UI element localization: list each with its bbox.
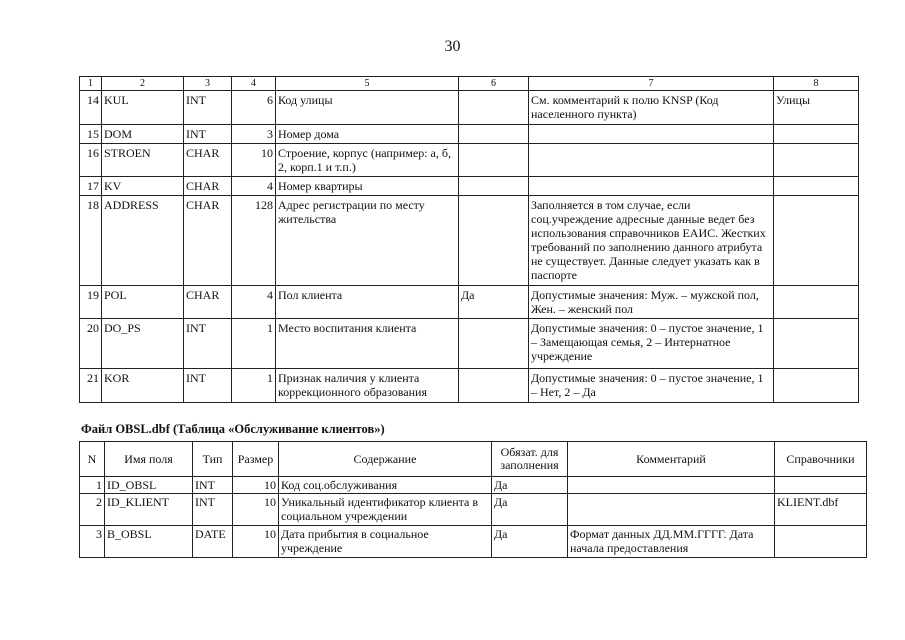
column-header: Комментарий: [568, 442, 775, 477]
field-type: CHAR: [184, 177, 232, 196]
table-row: [80, 526, 867, 558]
table-row: [80, 91, 859, 125]
field-content: Строение, корпус (например: а, б, 2, корп.1 и т.п.): [276, 144, 459, 177]
field-required: [459, 369, 529, 403]
column-header: Содержание: [279, 442, 492, 477]
section-title: Файл OBSL.dbf (Таблица «Обслуживание клиентов»): [81, 422, 385, 436]
field-name: DO_PS: [102, 319, 184, 369]
field-size: 4: [232, 286, 276, 319]
field-size: 1: [232, 319, 276, 369]
table-row: [80, 477, 867, 494]
table-row: [80, 196, 859, 286]
field-reference: [774, 196, 859, 286]
field-content: Номер дома: [276, 125, 459, 144]
field-reference: KLIENT.dbf: [775, 494, 867, 526]
field-type: DATE: [193, 526, 233, 558]
column-header: Размер: [233, 442, 279, 477]
field-content: Номер квартиры: [276, 177, 459, 196]
field-name: KUL: [102, 91, 184, 125]
column-number: 1: [80, 77, 102, 91]
field-comment: [529, 125, 774, 144]
column-header: N: [80, 442, 105, 477]
field-required: [459, 125, 529, 144]
field-name: POL: [102, 286, 184, 319]
field-reference: [774, 319, 859, 369]
field-type: CHAR: [184, 144, 232, 177]
field-content: Адрес регистрации по месту жительства: [276, 196, 459, 286]
field-reference: [775, 477, 867, 494]
field-size: 10: [233, 494, 279, 526]
field-size: 4: [232, 177, 276, 196]
column-number: 3: [184, 77, 232, 91]
column-header: Обязат. для заполнения: [492, 442, 568, 477]
row-number: 14: [80, 91, 102, 125]
row-number: 19: [80, 286, 102, 319]
field-size: 1: [232, 369, 276, 403]
obsl-table: [79, 441, 867, 558]
field-name: DOM: [102, 125, 184, 144]
column-number: 6: [459, 77, 529, 91]
field-type: INT: [184, 91, 232, 125]
field-reference: [774, 144, 859, 177]
field-comment: См. комментарий к полю KNSP (Код населенного пункта): [529, 91, 774, 125]
page-number: 30: [444, 38, 461, 55]
row-number: 18: [80, 196, 102, 286]
field-name: ID_OBSL: [105, 477, 193, 494]
table-row: [80, 177, 859, 196]
field-type: INT: [193, 494, 233, 526]
field-type: INT: [193, 477, 233, 494]
field-required: Да: [459, 286, 529, 319]
field-type: CHAR: [184, 196, 232, 286]
field-comment: Допустимые значения: 0 – пустое значение, 1 – Нет, 2 – Да: [529, 369, 774, 403]
field-size: 10: [233, 526, 279, 558]
field-required: [459, 319, 529, 369]
field-content: Признак наличия у клиента коррекционного образования: [276, 369, 459, 403]
table-row: [80, 494, 867, 526]
field-required: Да: [492, 494, 568, 526]
column-number: 2: [102, 77, 184, 91]
field-comment: Допустимые значения: 0 – пустое значение, 1 – Замещающая семья, 2 – Интернатное учреждение: [529, 319, 774, 369]
column-header: Справочники: [775, 442, 867, 477]
field-comment: [529, 177, 774, 196]
row-number: 1: [80, 477, 105, 494]
field-content: Код улицы: [276, 91, 459, 125]
column-number: 5: [276, 77, 459, 91]
table-row: [80, 319, 859, 369]
field-size: 10: [233, 477, 279, 494]
field-type: INT: [184, 369, 232, 403]
field-reference: [774, 177, 859, 196]
field-comment: [568, 477, 775, 494]
row-number: 3: [80, 526, 105, 558]
field-content: Код соц.обслуживания: [279, 477, 492, 494]
field-reference: [774, 125, 859, 144]
field-name: KOR: [102, 369, 184, 403]
row-number: 16: [80, 144, 102, 177]
field-size: 128: [232, 196, 276, 286]
row-number: 21: [80, 369, 102, 403]
column-number: 7: [529, 77, 774, 91]
table-row: [80, 125, 859, 144]
table-row: [80, 369, 859, 403]
header-row: [80, 442, 867, 477]
field-size: 10: [232, 144, 276, 177]
field-required: [459, 177, 529, 196]
fields-table-continued: [79, 76, 859, 403]
field-name: STROEN: [102, 144, 184, 177]
row-number: 15: [80, 125, 102, 144]
column-number-row: [80, 77, 859, 91]
field-size: 3: [232, 125, 276, 144]
row-number: 2: [80, 494, 105, 526]
field-required: [459, 144, 529, 177]
field-name: KV: [102, 177, 184, 196]
field-type: CHAR: [184, 286, 232, 319]
table-row: [80, 286, 859, 319]
field-content: Место воспитания клиента: [276, 319, 459, 369]
column-header: Тип: [193, 442, 233, 477]
field-name: B_OBSL: [105, 526, 193, 558]
row-number: 20: [80, 319, 102, 369]
field-content: Уникальный идентификатор клиента в социальном учреждении: [279, 494, 492, 526]
column-number: 8: [774, 77, 859, 91]
field-reference: Улицы: [774, 91, 859, 125]
field-required: Да: [492, 526, 568, 558]
field-type: INT: [184, 319, 232, 369]
field-name: ID_KLIENT: [105, 494, 193, 526]
field-comment: Допустимые значения: Муж. – мужской пол, Жен. – женский пол: [529, 286, 774, 319]
field-required: Да: [492, 477, 568, 494]
table-row: [80, 144, 859, 177]
row-number: 17: [80, 177, 102, 196]
field-reference: [775, 526, 867, 558]
field-content: Дата прибытия в социальное учреждение: [279, 526, 492, 558]
field-required: [459, 91, 529, 125]
column-number: 4: [232, 77, 276, 91]
field-content: Пол клиента: [276, 286, 459, 319]
field-required: [459, 196, 529, 286]
field-comment: [529, 144, 774, 177]
field-comment: Заполняется в том случае, если соц.учреждение адресные данные ведет без использования справочников ЕАИС. Жестких требований по заполнению данного атрибута не существует. Данные следует указать как в паспорте: [529, 196, 774, 286]
field-comment: Формат данных ДД.ММ.ГГГГ. Дата начала предоставления: [568, 526, 775, 558]
field-type: INT: [184, 125, 232, 144]
field-comment: [568, 494, 775, 526]
field-size: 6: [232, 91, 276, 125]
column-header: Имя поля: [105, 442, 193, 477]
field-name: ADDRESS: [102, 196, 184, 286]
field-reference: [774, 369, 859, 403]
field-reference: [774, 286, 859, 319]
